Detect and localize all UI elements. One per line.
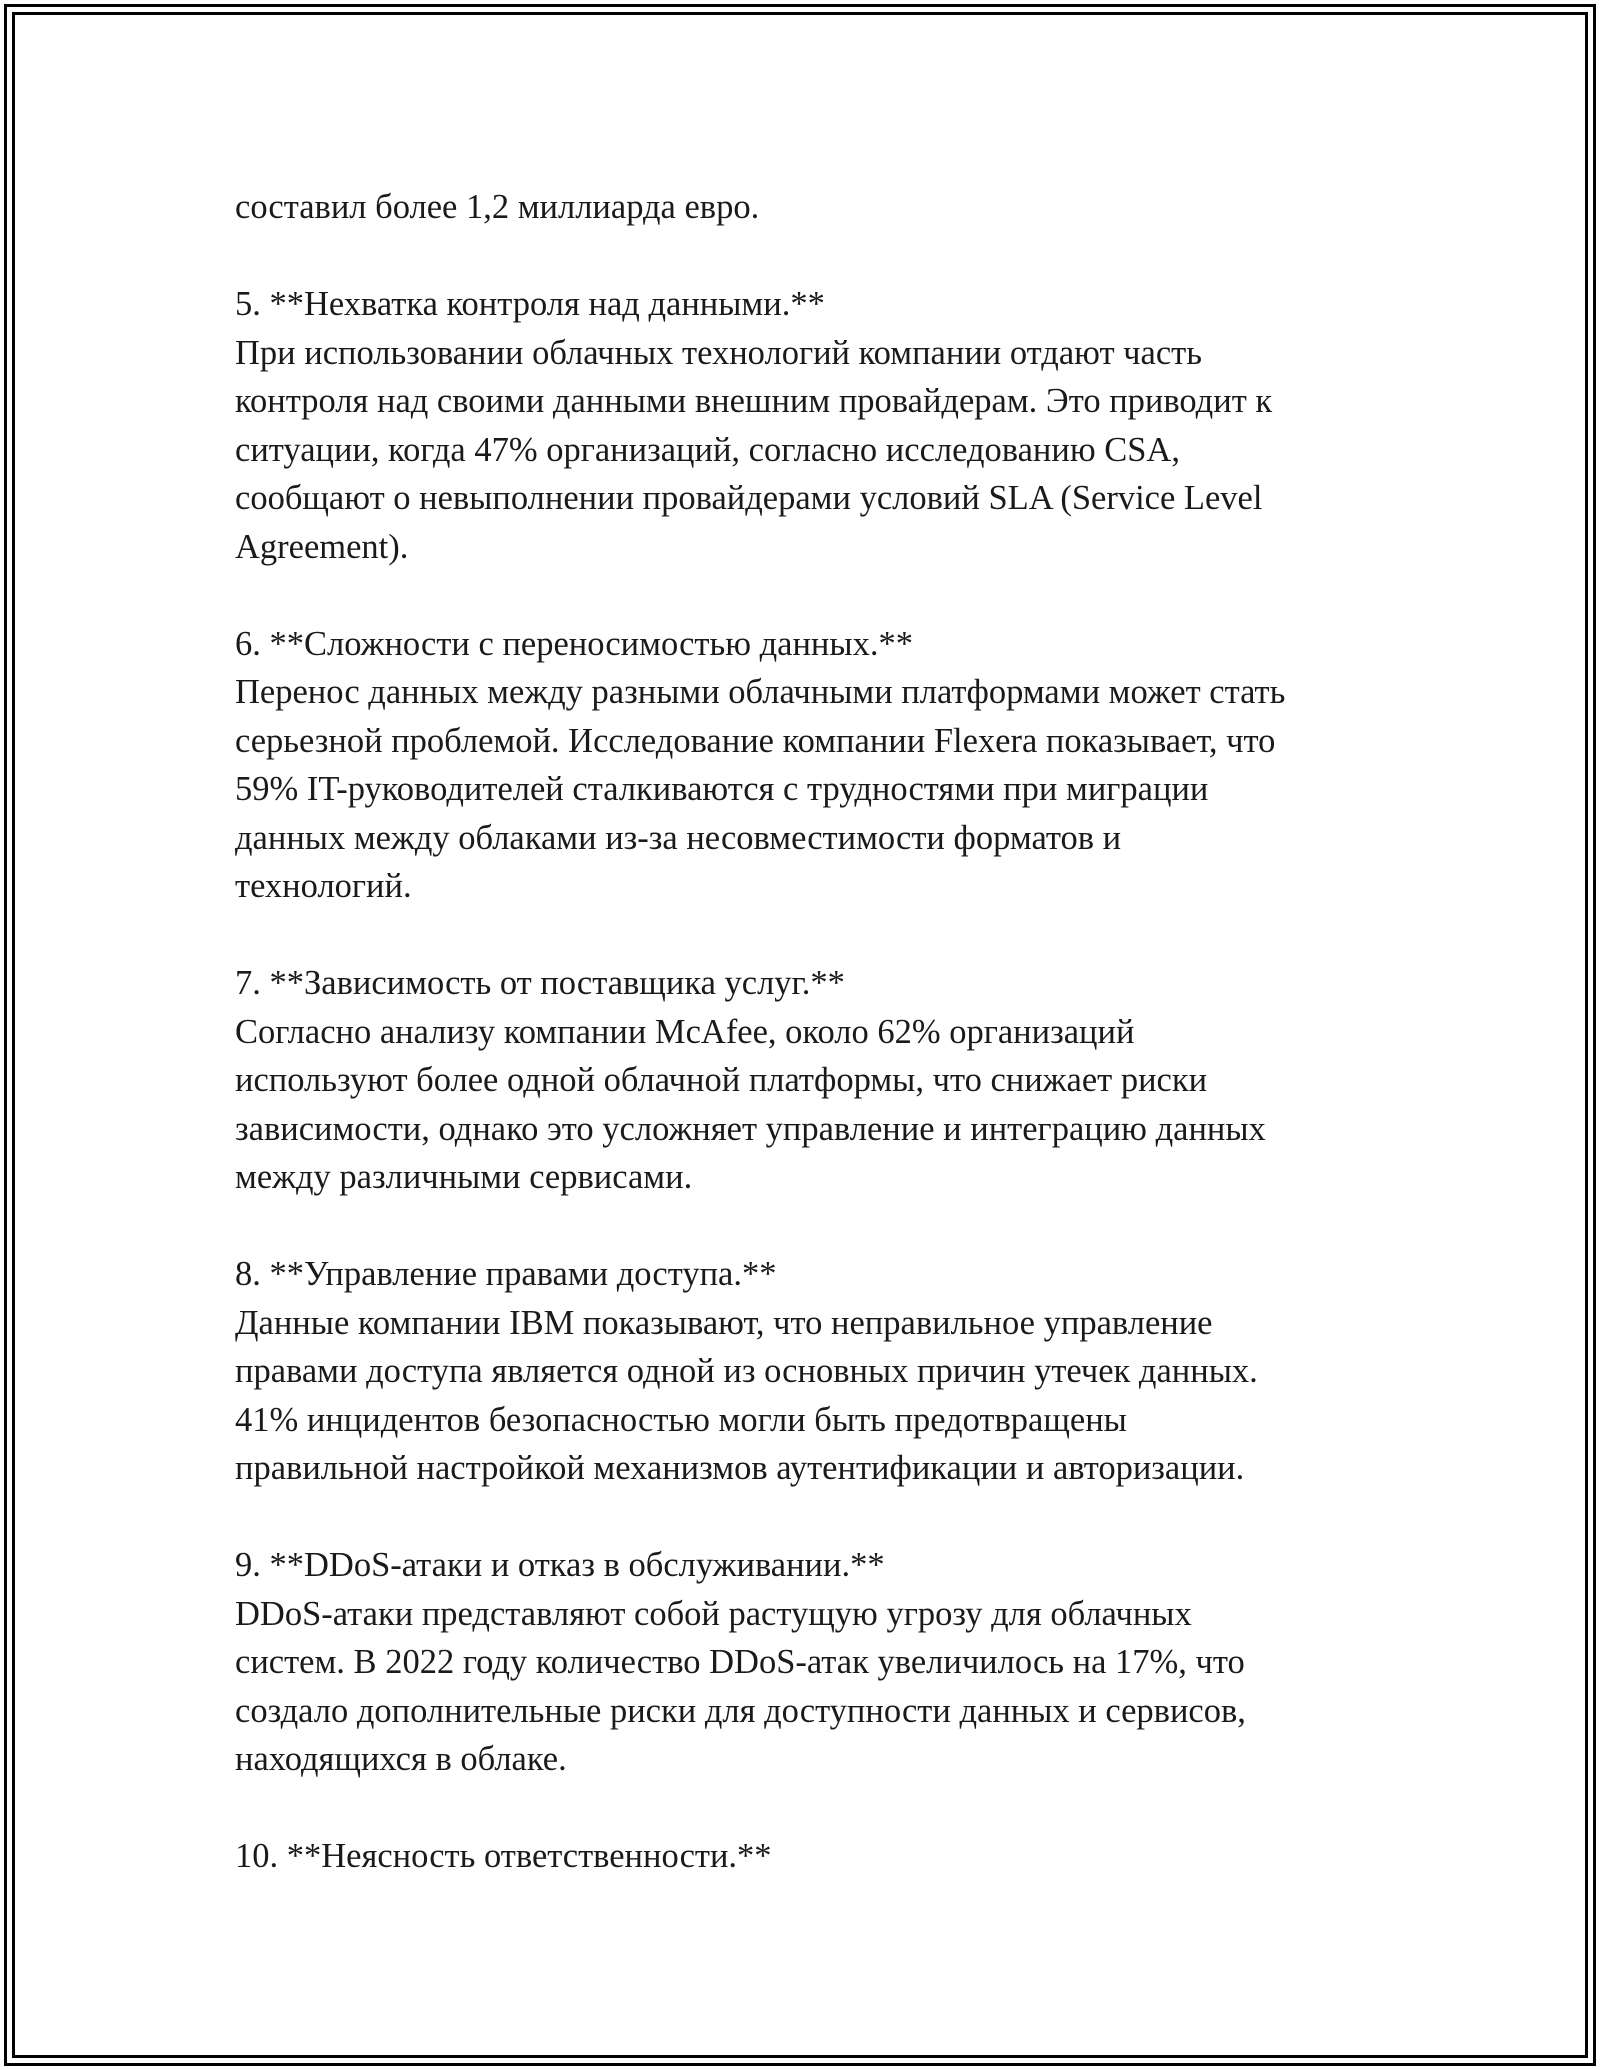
text-line: контроля над своими данными внешним провайдерам. Это приводит к: [235, 382, 1273, 420]
text-line: сообщают о невыполнении провайдерами условий SLA (Service Level: [235, 479, 1263, 517]
text-line: правами доступа является одной из основных причин утечек данных.: [235, 1352, 1258, 1390]
text-line: ситуации, когда 47% организаций, согласно исследованию CSA,: [235, 430, 1180, 469]
text-line: 59% IT-руководителей сталкиваются с трудностями при миграции: [235, 770, 1209, 808]
section-heading-10: 10. **Неясность ответственности.**: [235, 1837, 772, 1875]
text-line: систем. В 2022 году количество DDoS-атак увеличилось на 17%, что: [235, 1643, 1245, 1681]
text-line: создало дополнительные риски для доступности данных и сервисов,: [235, 1691, 1246, 1730]
section-heading-5: 5. **Нехватка контроля над данными.**: [235, 285, 825, 323]
blank-line: [235, 1784, 1415, 1833]
text-line: Перенос данных между разными облачными платформами может стать: [235, 673, 1286, 711]
blank-line: [235, 1493, 1415, 1542]
text-line: используют более одной облачной платформы, что снижает риски: [235, 1061, 1208, 1099]
text-line: данных между облаками из-за несовместимости форматов и: [235, 818, 1122, 857]
section-heading-8: 8. **Управление правами доступа.**: [235, 1255, 777, 1293]
blank-line: [235, 1202, 1415, 1251]
text-line: серьезной проблемой. Исследование компании Flexera показывает, что: [235, 721, 1276, 760]
document-body: [235, 183, 1415, 1881]
text-line: правильной настройкой механизмов аутентификации и авторизации.: [235, 1449, 1245, 1487]
text-line: технологий.: [235, 867, 412, 905]
blank-line: [235, 571, 1415, 620]
blank-line: [235, 911, 1415, 960]
text-line: 41% инцидентов безопасностью могли быть предотвращены: [235, 1400, 1127, 1439]
section-heading-6: 6. **Сложности с переносимостью данных.**: [235, 624, 913, 663]
text-line: Данные компании IBM показывают, что неправильное управление: [235, 1303, 1213, 1342]
text-line: зависимости, однако это усложняет управление и интеграцию данных: [235, 1109, 1266, 1148]
section-heading-9: 9. **DDoS-атаки и отказ в обслуживании.**: [235, 1546, 885, 1584]
text-line: Agreement).: [235, 527, 409, 566]
blank-line: [235, 232, 1415, 281]
text-line: между различными сервисами.: [235, 1158, 693, 1196]
text-line: DDoS-атаки представляют собой растущую угрозу для облачных: [235, 1594, 1192, 1633]
text-line: Согласно анализу компании McAfee, около 62% организаций: [235, 1012, 1135, 1051]
section-heading-7: 7. **Зависимость от поставщика услуг.**: [235, 964, 845, 1002]
text-line: составил более 1,2 миллиарда евро.: [235, 188, 760, 226]
text-line: При использовании облачных технологий компании отдают часть: [235, 333, 1202, 372]
text-line: находящихся в облаке.: [235, 1740, 567, 1778]
